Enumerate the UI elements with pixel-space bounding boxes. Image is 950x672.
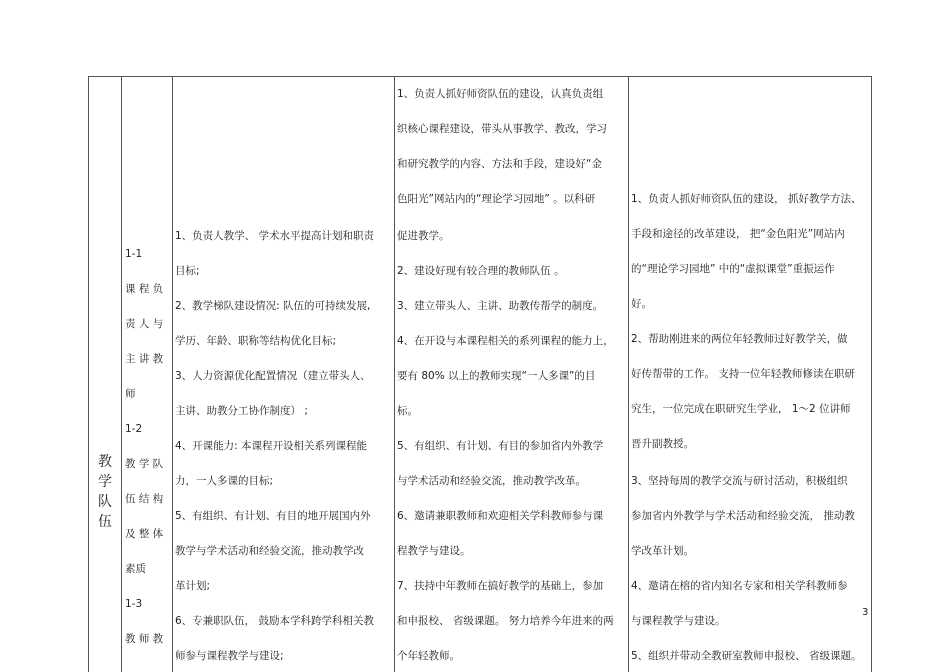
plan-line: 程教学与建设。 xyxy=(397,545,471,557)
measures-line: 究生，一位完成在职研究生学业， 1～2 位讲师 xyxy=(631,403,851,415)
measures-line: 好传帮带的工作。 支持一位年轻教师修读在职研 xyxy=(631,368,855,380)
plan-line: 和研究教学的内容、方法和手段，建设好“金 xyxy=(397,158,602,170)
plan-line: 2、建设好现有较合理的教师队伍 。 xyxy=(397,265,565,277)
measures-line: 2、帮助刚进来的两位年轻教师过好教学关，做 xyxy=(631,333,848,345)
measures-line: 5、组织并带动全教研室教师申报校、 省级课题。 xyxy=(631,650,862,662)
category-char: 伍 xyxy=(98,514,112,530)
plan-line: 7、扶持中年教师在搞好教学的基础上，参加 xyxy=(397,580,604,592)
criteria-line: 5、有组织、有计划、有目的地开展国内外 xyxy=(175,510,371,522)
criteria-line: 6、专兼职队伍， 鼓励本学科跨学科相关教 xyxy=(175,615,375,627)
category-char: 队 xyxy=(98,494,112,510)
criteria-line: 1、负责人教学、 学术水平提高计划和职责 xyxy=(175,230,375,242)
plan-line: 个年轻教师。 xyxy=(397,650,460,662)
plan-line: 与学术活动和经验交流，推动教学改革。 xyxy=(397,475,586,487)
item-line: 师 xyxy=(125,388,136,400)
item-line: 及 整 体 xyxy=(125,528,164,540)
plan-line: 标。 xyxy=(397,405,418,417)
column-divider-4 xyxy=(628,76,629,672)
column-divider-1 xyxy=(121,76,122,672)
category-char: 教 xyxy=(98,454,112,470)
criteria-line: 主讲、助教分工协作制度） ; xyxy=(175,405,308,417)
item-line: 1-1 xyxy=(125,248,143,260)
plan-line: 1、负责人抓好师资队伍的建设，认真负责组 xyxy=(397,88,604,100)
table-left-border xyxy=(88,76,89,672)
measures-line: 的“理论学习园地” 中的“虚拟课堂”重振运作 xyxy=(631,263,835,275)
measures-line: 学改革计划。 xyxy=(631,545,694,557)
criteria-line: 革计划; xyxy=(175,580,211,592)
criteria-line: 目标; xyxy=(175,265,200,277)
item-line: 主 讲 教 xyxy=(125,353,164,365)
item-line: 教 学 队 xyxy=(125,458,164,470)
measures-line: 好。 xyxy=(631,298,652,310)
measures-line: 4、邀请在榕的省内知名专家和相关学科教师参 xyxy=(631,580,848,592)
table-right-border xyxy=(871,76,872,672)
table-top-border xyxy=(88,76,871,77)
measures-line: 3、坚持每周的教学交流与研讨活动，积极组织 xyxy=(631,475,848,487)
plan-line: 6、邀请兼职教师和欢迎相关学科教师参与课 xyxy=(397,510,604,522)
measures-line: 1、负责人抓好师资队伍的建设， 抓好教学方法、 xyxy=(631,193,862,205)
category-char: 学 xyxy=(98,474,112,490)
plan-line: 促进教学。 xyxy=(397,230,450,242)
plan-line: 4、在开设与本课程相关的系列课程的能力上， xyxy=(397,335,614,347)
criteria-line: 师参与课程教学与建设; xyxy=(175,650,284,662)
item-line: 教 师 教 xyxy=(125,633,164,645)
page-number: 3 xyxy=(862,607,869,618)
item-line: 责 人 与 xyxy=(125,318,164,330)
criteria-line: 力，一人多课的目标; xyxy=(175,475,274,487)
measures-line: 手段和途径的改革建设， 把“金色阳光”网站内 xyxy=(631,228,845,240)
criteria-line: 学历、年龄、职称等结构优化目标; xyxy=(175,335,337,347)
criteria-line: 4、开课能力: 本课程开设相关系列课程能 xyxy=(175,440,368,452)
plan-line: 和申报校、 省级课题。 努力培养今年进来的两 xyxy=(397,615,614,627)
item-line: 1-3 xyxy=(125,598,143,610)
item-line: 素质 xyxy=(125,563,146,575)
plan-line: 色阳光”网站内的“理论学习园地” 。以科研 xyxy=(397,193,596,205)
plan-line: 织核心课程建设，带头从事教学、教改，学习 xyxy=(397,123,607,135)
column-divider-2 xyxy=(172,76,173,672)
item-line: 伍 结 构 xyxy=(125,493,164,505)
item-line: 1-2 xyxy=(125,423,143,435)
item-line: 课 程 负 xyxy=(125,283,164,295)
plan-line: 要有 80% 以上的教师实现“一人多课”的目 xyxy=(397,370,596,382)
measures-line: 与课程教学与建设。 xyxy=(631,615,726,627)
criteria-line: 教学与学术活动和经验交流，推动教学改 xyxy=(175,545,364,557)
criteria-line: 3、人力资源优化配置情况（建立带头人、 xyxy=(175,370,371,382)
column-divider-3 xyxy=(394,76,395,672)
measures-line: 晋升副教授。 xyxy=(631,438,694,450)
measures-line: 参加省内外教学与学术活动和经验交流， 推动教 xyxy=(631,510,855,522)
plan-line: 5、有组织、有计划、有目的参加省内外教学 xyxy=(397,440,604,452)
plan-line: 3、建立带头人、主讲、助教传帮学的制度。 xyxy=(397,300,604,312)
criteria-line: 2、教学梯队建设情况: 队伍的可持续发展, xyxy=(175,300,371,312)
